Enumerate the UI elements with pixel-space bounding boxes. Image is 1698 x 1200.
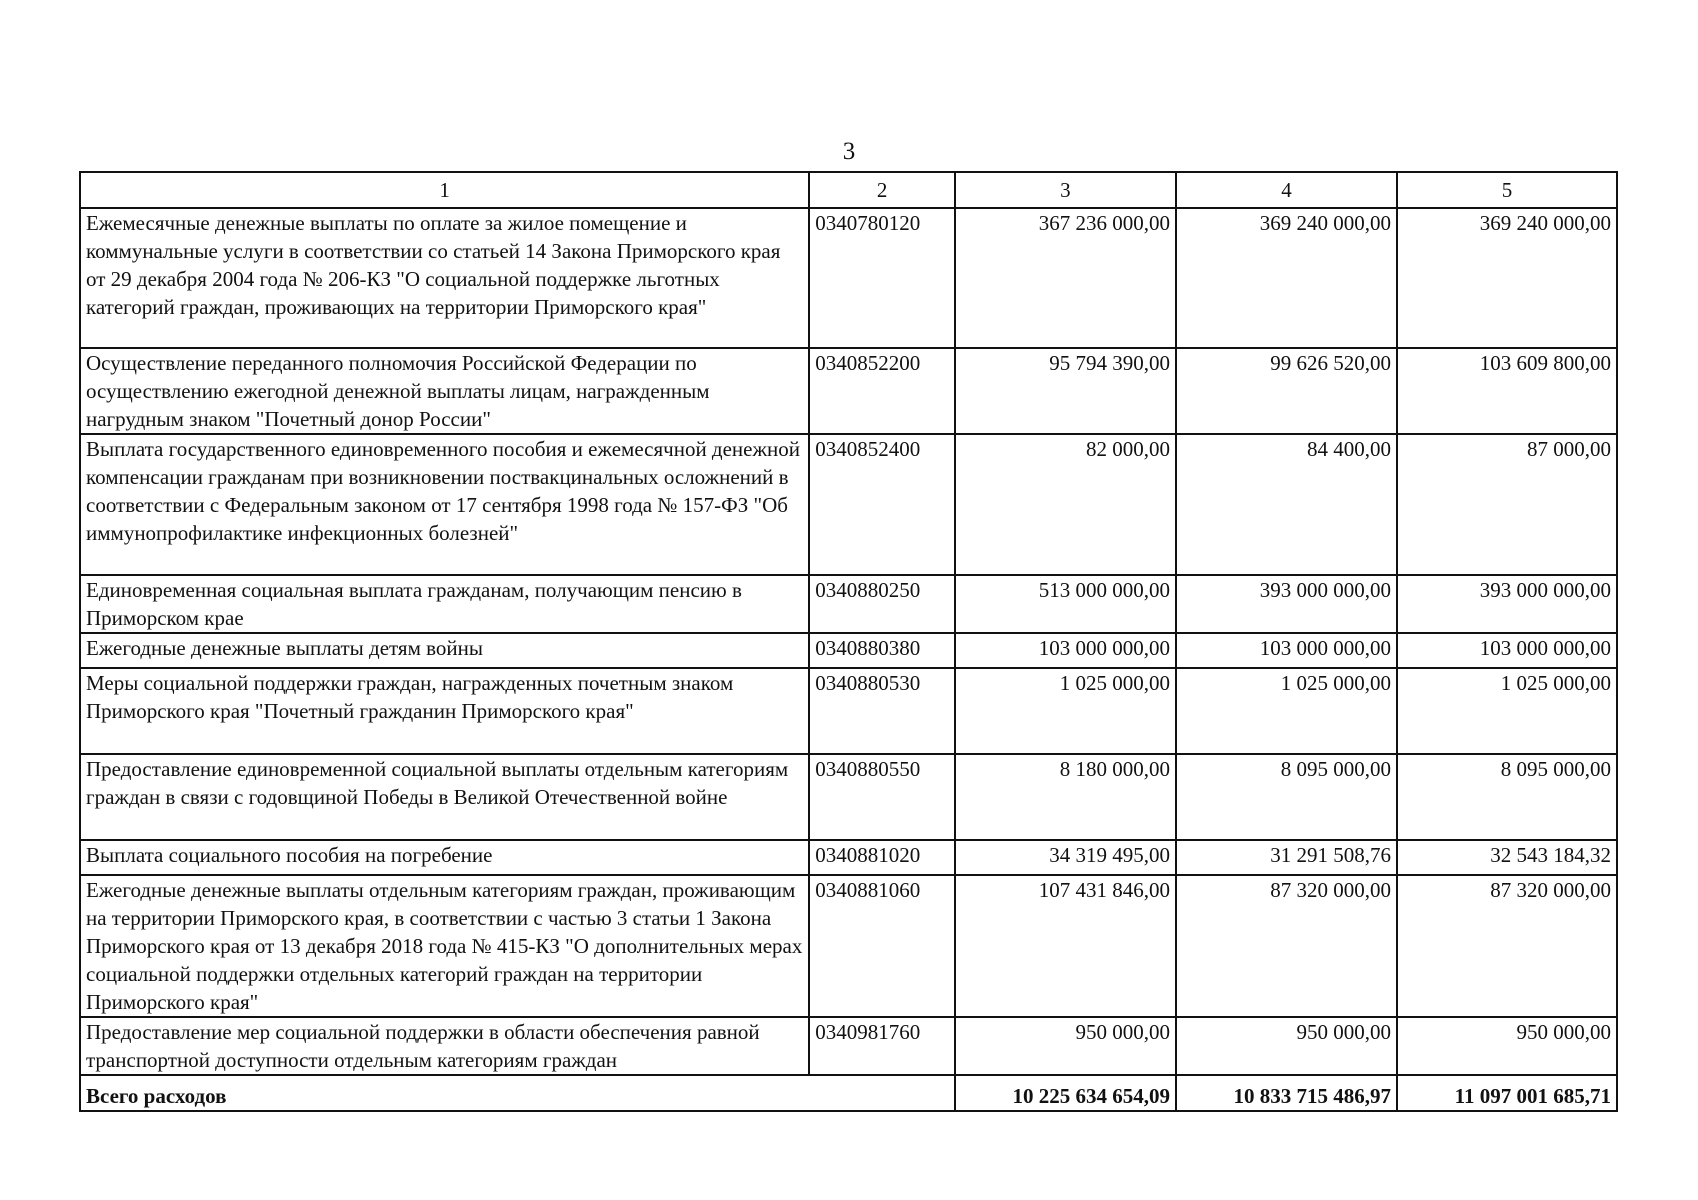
row-description: Выплата государственного единовременного пособия и ежемесячной денежной компенсации гражданам при возникновении поствакцинальных осложнений в соответствии с Федеральным законом от 17 сентября 1998 года № 157-ФЗ "Об иммунопрофилактике инфекционных болезней": [80, 434, 809, 575]
row-value-col5: 32 543 184,32: [1397, 840, 1617, 875]
row-description: Осуществление переданного полномочия Российской Федерации по осуществлению ежегодной денежной выплаты лицам, награжденным нагрудным знаком "Почетный донор России": [80, 348, 809, 434]
row-value-col4: 84 400,00: [1176, 434, 1397, 575]
row-value-col3: 82 000,00: [955, 434, 1176, 575]
column-header-5: 5: [1397, 172, 1617, 208]
row-value-col5: 103 000 000,00: [1397, 633, 1617, 668]
row-value-col4: 99 626 520,00: [1176, 348, 1397, 434]
total-value-col4: 10 833 715 486,97: [1176, 1075, 1397, 1111]
row-code: 0340780120: [809, 208, 955, 348]
row-value-col3: 950 000,00: [955, 1017, 1176, 1075]
row-code: 0340981760: [809, 1017, 955, 1075]
table-row: [80, 208, 1617, 348]
row-value-col5: 87 320 000,00: [1397, 875, 1617, 1017]
table-row: [80, 633, 1617, 668]
row-code: 0340880380: [809, 633, 955, 668]
table-row: [80, 840, 1617, 875]
total-label: Всего расходов: [80, 1075, 955, 1111]
row-description: Единовременная социальная выплата гражданам, получающим пенсию в Приморском крае: [80, 575, 809, 633]
row-value-col4: 8 095 000,00: [1176, 754, 1397, 840]
budget-table: [79, 171, 1618, 1112]
row-description: Ежегодные денежные выплаты детям войны: [80, 633, 809, 668]
row-value-col5: 950 000,00: [1397, 1017, 1617, 1075]
row-value-col4: 393 000 000,00: [1176, 575, 1397, 633]
column-header-3: 3: [955, 172, 1176, 208]
row-value-col5: 103 609 800,00: [1397, 348, 1617, 434]
row-value-col4: 103 000 000,00: [1176, 633, 1397, 668]
row-value-col3: 95 794 390,00: [955, 348, 1176, 434]
row-value-col4: 950 000,00: [1176, 1017, 1397, 1075]
table-row: [80, 668, 1617, 754]
table-row: [80, 575, 1617, 633]
row-code: 0340880550: [809, 754, 955, 840]
column-header-1: 1: [80, 172, 809, 208]
row-value-col5: 8 095 000,00: [1397, 754, 1617, 840]
column-header-2: 2: [809, 172, 955, 208]
table-row: [80, 1017, 1617, 1075]
row-value-col4: 87 320 000,00: [1176, 875, 1397, 1017]
row-code: 0340880530: [809, 668, 955, 754]
table-row: [80, 754, 1617, 840]
row-value-col4: 31 291 508,76: [1176, 840, 1397, 875]
row-value-col3: 8 180 000,00: [955, 754, 1176, 840]
page-number: 3: [842, 138, 856, 165]
row-value-col5: 393 000 000,00: [1397, 575, 1617, 633]
row-description: Ежегодные денежные выплаты отдельным категориям граждан, проживающим на территории Приморского края, в соответствии с частью 3 статьи 1 Закона Приморского края от 13 декабря 2018 года № 415-КЗ "О дополнительных мерах социальной поддержки отдельных категорий граждан на территории Приморского края": [80, 875, 809, 1017]
row-code: 0340881060: [809, 875, 955, 1017]
row-value-col5: 1 025 000,00: [1397, 668, 1617, 754]
row-description: Предоставление единовременной социальной выплаты отдельным категориям граждан в связи с годовщиной Победы в Великой Отечественной войне: [80, 754, 809, 840]
row-description: Выплата социального пособия на погребение: [80, 840, 809, 875]
column-header-4: 4: [1176, 172, 1397, 208]
total-row: [80, 1075, 1617, 1111]
row-value-col5: 87 000,00: [1397, 434, 1617, 575]
row-code: 0340852200: [809, 348, 955, 434]
row-code: 0340880250: [809, 575, 955, 633]
row-value-col3: 367 236 000,00: [955, 208, 1176, 348]
row-value-col3: 107 431 846,00: [955, 875, 1176, 1017]
row-value-col3: 34 319 495,00: [955, 840, 1176, 875]
table-row: [80, 434, 1617, 575]
row-code: 0340852400: [809, 434, 955, 575]
row-description: Ежемесячные денежные выплаты по оплате за жилое помещение и коммунальные услуги в соответствии со статьей 14 Закона Приморского края от 29 декабря 2004 года № 206-КЗ "О социальной поддержке льготных категорий граждан, проживающих на территории Приморского края": [80, 208, 809, 348]
row-value-col3: 513 000 000,00: [955, 575, 1176, 633]
row-description: Предоставление мер социальной поддержки в области обеспечения равной транспортной доступности отдельным категориям граждан: [80, 1017, 809, 1075]
row-value-col4: 1 025 000,00: [1176, 668, 1397, 754]
table-row: [80, 348, 1617, 434]
row-value-col3: 1 025 000,00: [955, 668, 1176, 754]
table-row: [80, 875, 1617, 1017]
total-value-col3: 10 225 634 654,09: [955, 1075, 1176, 1111]
row-value-col3: 103 000 000,00: [955, 633, 1176, 668]
total-value-col5: 11 097 001 685,71: [1397, 1075, 1617, 1111]
row-value-col4: 369 240 000,00: [1176, 208, 1397, 348]
column-number-header-row: [80, 172, 1617, 208]
row-code: 0340881020: [809, 840, 955, 875]
row-value-col5: 369 240 000,00: [1397, 208, 1617, 348]
row-description: Меры социальной поддержки граждан, награжденных почетным знаком Приморского края "Почетный гражданин Приморского края": [80, 668, 809, 754]
